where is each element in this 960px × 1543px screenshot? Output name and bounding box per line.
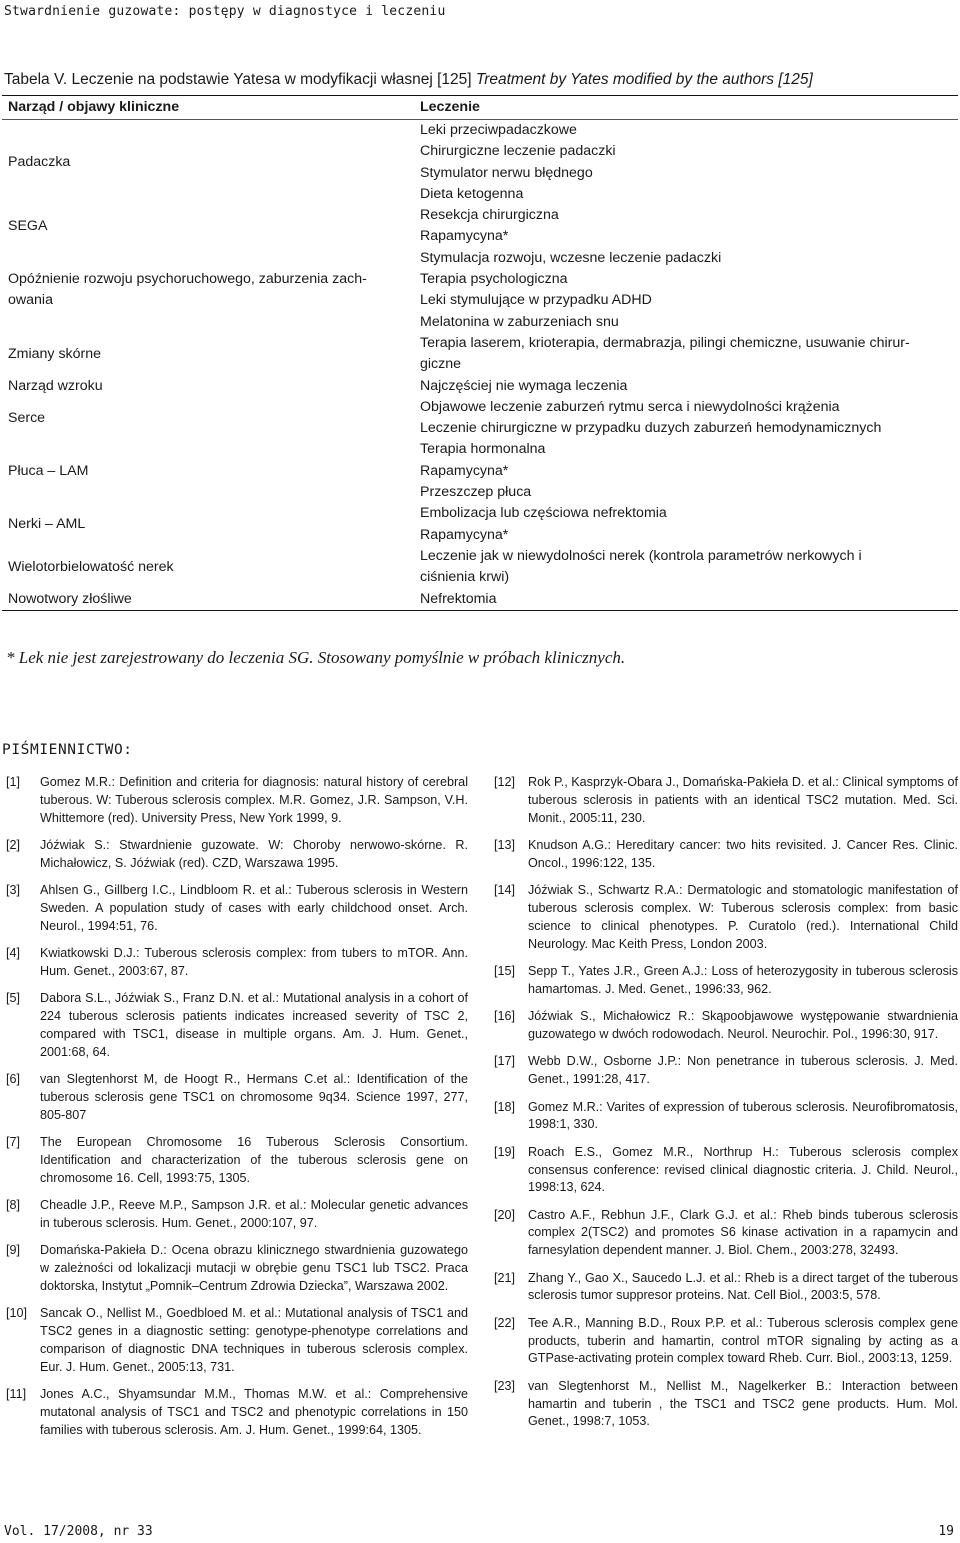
reference-number: [4] [6, 946, 21, 961]
treatment-cell [416, 439, 958, 503]
reference-text: Gomez M.R.: Definition and criteria for diagnosis: natural history of cerebral tuberous. W: Tuberous sclerosis complex. M.R. Gomez, J.R. Sampson, V.H. Whittemore (red). University Press, New York 1999, 9. [40, 775, 468, 825]
reference-number: [18] [494, 1099, 516, 1114]
table-row [2, 589, 958, 610]
organ-line: Narząd wzroku [8, 377, 103, 394]
treatment-line: ciśnienia krwi) [420, 569, 510, 586]
treatment-cell [416, 248, 958, 333]
running-header: Stwardnienie guzowate: postępy w diagnostyce i leczeniu [4, 4, 446, 19]
table-row [2, 205, 958, 248]
reference-item [494, 774, 958, 827]
organ-cell [2, 557, 416, 578]
reference-text: Castro A.F., Rebhun J.F., Clark G.J. et al.: Rheb binds tuberous sclerosis complex 2(TSC2) and promotes S6 kinase activation in a rapamycin and farnesylation dependent manner. J. Biol. Chem., 2003:278, 32493. [528, 1207, 958, 1258]
page-footer [0, 1522, 960, 1543]
reference-number: [15] [494, 963, 516, 978]
reference-text: Cheadle J.P., Reeve M.P., Sampson J.R. et al.: Molecular genetic advances in tuberous sclerosis. Hum. Genet., 2000:107, 97. [40, 1198, 468, 1230]
treatment-line: Embolizacja lub częściowa nefrektomia [420, 505, 667, 522]
treatment-table [2, 95, 958, 611]
table-footnote: * Lek nie jest zarejestrowany do leczenia SG. Stosowany pomyślnie w próbach klinicznych. [6, 648, 626, 667]
reference-item [6, 1071, 468, 1124]
reference-text: The European Chromosome 16 Tuberous Sclerosis Consortium. Identification and characterization of the tuberous sclerosis gene on chromosome 16. Cell, 1993:75, 1305. [40, 1135, 468, 1185]
reference-item [6, 837, 468, 873]
page-number: 19 [938, 1524, 954, 1539]
organ-cell [2, 269, 416, 312]
reference-text: van Slegtenhorst M., Nellist M., Nagelkerker B.: Interaction between hamartin and tuberin , the TSC1 and TSC2 gene products. Hum. Mol. Genet., 1998:7, 1053. [528, 1378, 958, 1429]
organ-line: Nerki – AML [8, 515, 86, 532]
reference-text: Dabora S.L., Jóźwiak S., Franz D.N. et al.: Mutational analysis in a cohort of 224 tuberous sclerosis patients indicates increased severity of TSC 2, compared with TSC1, disease in multiple organs. Am. J. Hum. Genet., 2001:68, 64. [40, 991, 468, 1059]
treatment-line: Stymulacja rozwoju, wczesne leczenie padaczki [420, 249, 722, 266]
treatment-cell [416, 333, 958, 376]
reference-number: [5] [6, 991, 21, 1006]
footer-volume: Vol. 17/2008, nr 33 [4, 1524, 153, 1539]
reference-item [6, 882, 468, 935]
reference-text: Rok P., Kasprzyk-Obara J., Domańska-Pakieła D. et al.: Clinical symptoms of tuberous sclerosis in patients with an identical TSC2 mutation. Med. Sci. Monit., 2005:11, 230. [528, 775, 958, 825]
organ-cell [2, 461, 416, 482]
organ-line: Opóźnienie rozwoju psychoruchowego, zaburzenia zach- [8, 271, 367, 288]
treatment-line: Najczęściej nie wymaga leczenia [420, 377, 628, 394]
reference-number: [2] [6, 837, 21, 852]
reference-text: Zhang Y., Gao X., Saucedo L.J. et al.: Rheb is a direct target of the tuberous sclerosis tumor suppresor proteins. Nat. Cell Biol., 2003:5, 578. [528, 1270, 958, 1303]
reference-number: [17] [494, 1054, 516, 1069]
reference-text: Jóźwiak S., Michałowicz R.: Skąpoobjawowe występowanie stwardnienia guzowatego w dwóch rodowodach. Neurol. Neurochir. Pol., 1996:30, 917. [528, 1009, 958, 1041]
treatment-line: Melatonina w zaburzeniach snu [420, 313, 619, 330]
table-title-en: Treatment by Yates modified by the authors [125] [475, 71, 813, 88]
reference-item [494, 963, 958, 999]
reference-number: [21] [494, 1270, 516, 1285]
reference-text: Gomez M.R.: Varites of expression of tuberous sclerosis. Neurofibromatosis, 1998:1, 330. [528, 1099, 958, 1132]
table-row [2, 439, 958, 503]
reference-item [494, 1053, 958, 1089]
treatment-line: Leczenie chirurgiczne w przypadku duzych zaburzeń hemodynamicznych [420, 420, 882, 437]
table-row [2, 333, 958, 376]
treatment-cell [416, 120, 958, 205]
table-header-row [2, 96, 958, 120]
reference-number: [9] [6, 1243, 21, 1258]
reference-text: Domańska-Pakieła D.: Ocena obrazu klinicznego stwardnienia guzowatego w zależności od lokalizacji mutacji w obrębie genu TSC1 lub TSC2. Praca doktorska, Instytut „Pomnik–Centrum Zdrowia Dziecka”, Warszawa 2002. [40, 1243, 468, 1293]
treatment-line: giczne [420, 356, 462, 373]
reference-text: Jóźwiak S., Schwartz R.A.: Dermatologic and stomatologic manifestation of tuberous sclerosis complex. W: Tuberous sclerosis complex: from basic science to clinical phenotypes. P. Curatolo (red.). International Child Neurology. Mac Keith Press, London 2003. [528, 883, 958, 951]
reference-text: Knudson A.G.: Hereditary cancer: two hits revisited. J. Cancer Res. Clinic. Oncol., 1996:122, 135. [528, 837, 958, 870]
treatment-line: Objawowe leczenie zaburzeń rytmu serca i niewydolności krążenia [420, 398, 840, 415]
organ-line: Wielotorbielowatość nerek [8, 558, 174, 575]
reference-item [494, 1315, 958, 1368]
reference-number: [22] [494, 1315, 516, 1330]
reference-item [6, 1242, 468, 1295]
table-row [2, 376, 958, 397]
bibliography-heading: PIŚMIENNICTWO: [2, 742, 133, 758]
organ-cell [2, 152, 416, 173]
col-header-treatment: Leczenie [420, 98, 480, 115]
treatment-line: Nefrektomia [420, 590, 497, 607]
col-header-organ: Narząd / objawy kliniczne [8, 98, 180, 115]
reference-number: [1] [6, 775, 21, 789]
reference-text: Jones A.C., Shyamsundar M.M., Thomas M.W. et al.: Comprehensive mutatonal analysis of TSC1 and TSC2 and phenotypic correlations in 150 families with tuberous sclerosis. Am. J. Hum. Genet., 1999:64, 1305. [40, 1387, 468, 1437]
reference-number: [11] [6, 1387, 27, 1402]
reference-text: Ahlsen G., Gillberg I.C., Lindbloom R. et al.: Tuberous sclerosis in Western Sweden. A population study of cases with early childchood onset. Arch. Neurol., 1994:51, 76. [40, 883, 468, 933]
reference-number: [23] [494, 1378, 516, 1393]
treatment-line: Leczenie jak w niewydolności nerek (kontrola parametrów nerkowych i [420, 547, 862, 564]
organ-line: SEGA [8, 217, 48, 234]
table-row [2, 397, 958, 440]
table-title [4, 70, 956, 90]
treatment-line: Terapia laserem, krioterapia, dermabrazja, pilingi chemiczne, usuwanie chirur- [420, 334, 910, 351]
reference-text: Sepp T., Yates J.R., Green A.J.: Loss of heterozygosity in tuberous sclerosis hamartomas. J. Med. Genet., 1996:33, 962. [528, 963, 958, 996]
reference-item [6, 774, 468, 827]
organ-line: Nowotwory złośliwe [8, 590, 132, 607]
reference-item [494, 1270, 958, 1306]
reference-item [494, 1207, 958, 1260]
reference-text: Roach E.S., Gomez M.R., Northrup H.: Tuberous sclerosis complex consensus conference: revised clinical diagnostic criteria. J. Child. Neurol., 1998:13, 624. [528, 1144, 958, 1195]
reference-number: [3] [6, 883, 21, 898]
table-row [2, 503, 958, 546]
reference-number: [16] [494, 1009, 516, 1024]
reference-item [494, 1099, 958, 1135]
organ-line: Zmiany skórne [8, 345, 102, 362]
organ-line: Serce [8, 409, 46, 426]
treatment-line: Rapamycyna* [420, 228, 509, 245]
treatment-cell [416, 589, 958, 610]
reference-item [6, 990, 468, 1061]
treatment-cell [416, 205, 958, 248]
table-row [2, 546, 958, 589]
reference-text: Jóźwiak S.: Stwardnienie guzowate. W: Choroby nerwowo-skórne. R. Michałowicz, S. Jóźwiak (red). CZD, Warszawa 1995. [40, 837, 468, 870]
treatment-line: Rapamycyna* [420, 526, 509, 543]
reference-item [494, 837, 958, 873]
treatment-line: Terapia hormonalna [420, 441, 546, 458]
table-title-pl: Tabela V. Leczenie na podstawie Yatesa w modyfikacji własnej [125] [4, 71, 472, 88]
reference-item [6, 945, 468, 981]
organ-line: Padaczka [8, 153, 71, 170]
reference-item [494, 882, 958, 953]
organ-cell [2, 589, 416, 610]
treatment-line: Leki przeciwpadaczkowe [420, 122, 577, 138]
reference-item [6, 1197, 468, 1233]
reference-item [6, 1386, 468, 1439]
reference-number: [6] [6, 1072, 21, 1087]
reference-item [494, 1008, 958, 1044]
reference-text: van Slegtenhorst M, de Hoogt R., Hermans C.et al.: Identification of the tuberous sclerosis gene TSC1 on chromosome 9q34. Science 1997, 277, 805-807 [40, 1072, 468, 1122]
reference-number: [19] [494, 1144, 516, 1159]
reference-number: [7] [6, 1135, 21, 1150]
organ-line: owania [8, 292, 53, 309]
treatment-line: Przeszczep płuca [420, 484, 532, 501]
organ-cell [2, 376, 416, 397]
reference-item [6, 1134, 468, 1187]
organ-cell [2, 344, 416, 365]
treatment-line: Terapia psychologiczna [420, 271, 568, 288]
table-row [2, 248, 958, 333]
organ-cell [2, 216, 416, 237]
bibliography-left-column [6, 774, 468, 1449]
treatment-line: Chirurgiczne leczenie padaczki [420, 143, 616, 160]
treatment-cell [416, 376, 958, 397]
treatment-line: Resekcja chirurgiczna [420, 207, 559, 224]
table-row [2, 120, 958, 205]
reference-number: [8] [6, 1198, 21, 1213]
reference-item [494, 1378, 958, 1431]
treatment-cell [416, 546, 958, 589]
reference-text: Kwiatkowski D.J.: Tuberous sclerosis complex: from tubers to mTOR. Ann. Hum. Genet., 2003:67, 87. [40, 946, 468, 978]
reference-number: [14] [494, 883, 516, 898]
reference-text: Webb D.W., Osborne J.P.: Non penetrance in tuberous sclerosis. J. Med. Genet., 1991:28, 417. [528, 1054, 958, 1087]
reference-number: [10] [6, 1306, 28, 1321]
treatment-line: Stymulator nerwu błędnego [420, 164, 593, 181]
reference-number: [20] [494, 1207, 516, 1222]
reference-number: [13] [494, 837, 516, 852]
bibliography-right-column [494, 774, 958, 1441]
treatment-cell [416, 397, 958, 440]
treatment-line: Dieta ketogenna [420, 185, 524, 202]
treatment-cell [416, 503, 958, 546]
reference-item [6, 1305, 468, 1376]
organ-line: Płuca – LAM [8, 462, 89, 479]
reference-number: [12] [494, 775, 516, 789]
reference-text: Tee A.R., Manning B.D., Roux P.P. et al.: Tuberous sclerosis complex gene products, tuberin and hamartin, control mTOR signaling by acting as a GTPase-activating protein complex toward Rheb. Curr. Biol., 2003:13, 1259. [528, 1315, 958, 1366]
reference-item [494, 1144, 958, 1197]
organ-cell [2, 408, 416, 429]
treatment-line: Rapamycyna* [420, 462, 509, 479]
reference-text: Sancak O., Nellist M., Goedbloed M. et al.: Mutational analysis of TSC1 and TSC2 genes in a diagnostic setting: genotype-phenotype correlations and comparison of diagnostic DNA techniques in tuberous sclerosis complex. Eur. J. Hum. Genet., 2005:13, 731. [40, 1306, 468, 1374]
treatment-line: Leki stymulujące w przypadku ADHD [420, 292, 652, 309]
organ-cell [2, 514, 416, 535]
